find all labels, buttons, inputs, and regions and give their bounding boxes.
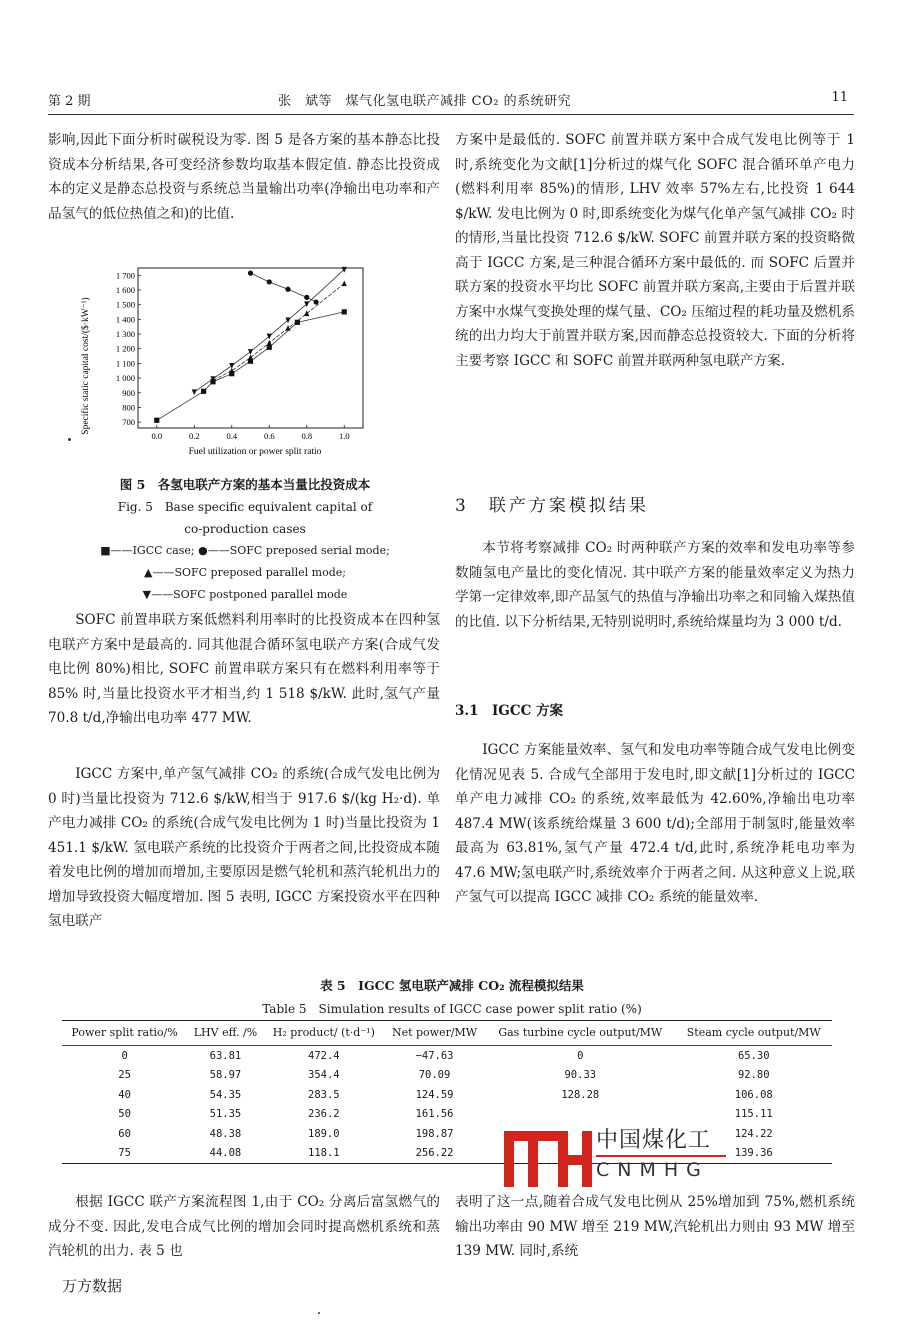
data-point-triangle-down [229,363,234,369]
figure-legend-1: ■——IGCC case; ●——SOFC preposed serial mode; [100,544,390,557]
table-cell: 60 [118,1127,131,1140]
right-column-para-3 [455,738,855,910]
figure-caption-en-1: Fig. 5 Base specific equivalent capital of [117,500,373,514]
page-number: 11 [831,90,848,105]
series-line [157,312,345,420]
body-paragraph: 表明了这一点,随着合成气发电比例从 25%增加到 75%,燃机系统输出功率由 90 MW 增至 219 MW,汽轮机出力则由 93 MW 增至 139 MW. 同时,系统 [455,1194,855,1259]
body-paragraph: 根据 IGCC 联产方案流程图 1,由于 CO₂ 分离后富氢燃气的成分不变. 因此,发电合成气比例的增加会同时提高燃机系统和蒸汽轮机的出力. 表 5 也 [48,1194,440,1259]
watermark-name-cn: 中国煤化工 [596,1128,712,1153]
source-brand: 万方数据 [62,1277,123,1295]
plot-frame [138,268,363,428]
table-row [62,1066,832,1086]
table-cell: 65.30 [737,1049,770,1062]
table-caption-cn: 表 5 IGCC 氢电联产减排 CO₂ 流程模拟结果 [320,978,584,993]
data-point-triangle-up [285,325,290,331]
table-cell: 63.81 [209,1049,242,1062]
table-cell: 472.4 [308,1049,340,1062]
table-caption [48,976,856,1017]
table-cell: 236.2 [308,1108,340,1121]
data-point-circle [314,299,319,304]
plot-area [116,267,363,441]
data-point-triangle-up [248,354,253,360]
table-cell: 124.59 [415,1088,454,1101]
table-cell: 44.08 [187,1144,263,1164]
table-cell: 54.35 [209,1088,242,1101]
y-tick-label: 1 200 [115,343,135,354]
x-tick-label: 1.0 [338,431,350,441]
y-tick-label: 1 400 [115,314,135,325]
table-cell: 118.1 [264,1144,384,1164]
x-tick-label: 0.4 [226,431,238,441]
subsection-heading: 3.1 IGCC 方案 [455,703,564,719]
table-cell: 25 [118,1069,131,1082]
body-paragraph: 方案中是最低的. SOFC 前置并联方案中合成气发电比例等于 1 时,系统变化为文献[1]分析过的煤气化 SOFC 混合循环单产电力(燃料利用率 85%)的情形, LHV 效率 57%左右,比投资 1 644 $/kW. 发电比例为 0 时,即系统变化为煤气化单产氢气减排 CO₂ 时的情形,当量比投资 712.6 $/kW. SOFC 前置并联方案的投资略微高于 IGCC 方案,是三种混合循环方案中最低的. 而 SOFC 后置并联方案的投资水平均比 SOFC 前置并联方案高,主要由于后置并联方案中水煤气变换处理的煤气量、CO₂ 压缩过程的耗功量及燃机系统的出力均大于前置并联方案,因而静态总投资较大. 下面的分析将主要考察 IGCC 和 SOFC 前置并联两种氢电联产方案. [455,132,855,369]
y-tick-label: 700 [122,417,135,428]
data-point-square [342,309,347,314]
x-tick-label: 0.8 [301,431,313,441]
data-point-circle [304,295,309,300]
y-tick-label: 1 600 [115,285,135,296]
table-header-cell: LHV eff. /% [187,1021,263,1046]
issue-number: 第 2 期 [48,94,91,109]
table-row [62,1105,832,1125]
y-tick-label: 800 [122,402,135,413]
data-point-triangle-up [304,310,309,316]
figure-caption-en-2: co-production cases [184,522,306,536]
data-point-circle [248,271,253,276]
table-header-cell: Power split ratio/% [62,1021,187,1046]
table-cell: 58.97 [209,1069,242,1082]
y-tick-label: 1 500 [115,299,135,310]
y-tick-label: 1 000 [115,373,135,384]
figure-5-chart [60,262,400,472]
body-paragraph: 影响,因此下面分析时碳税设为零. 图 5 是各方案的基本静态比投资成本分析结果,各可变经济参数均取基本假定值. 静态比投资成本的定义是静态总投资与系统总当量输出功率(净输出电功率和产品氢气的低位热值之和)的比值. [48,132,440,222]
table-cell [485,1105,675,1125]
figure-caption-cn: 图 5 各氢电联产方案的基本当量比投资成本 [119,477,371,492]
table-cell: 128.28 [561,1088,600,1101]
table-header-cell: Gas turbine cycle output/MW [485,1021,675,1046]
right-column-para-4 [455,1190,855,1264]
data-point-triangle-down [192,389,197,395]
data-point-triangle-up [267,340,272,346]
series-line [194,269,344,392]
data-point-circle [285,287,290,292]
table-header-cell: Net power/MW [384,1021,485,1046]
x-tick-label: 0.2 [188,431,200,441]
logo-bar [582,1131,592,1187]
figure-legend-2: ▲——SOFC preposed parallel mode; [143,566,346,579]
left-column-para-2 [48,608,440,731]
section-heading: 3 联产方案模拟结果 [455,496,649,516]
table-cell: 0 [121,1049,128,1062]
body-paragraph: 本节将考察减排 CO₂ 时两种联产方案的效率和发电功率等参数随氢电产量比的变化情况. 其中联产方案的能量效率定义为热力学第一定律效率,即产品氢气的热值与净输出功率之和同输入煤热值的比值. 以下分析结果,无特别说明时,系统给煤量均为 3 000 t/d. [455,540,855,630]
table-cell: 139.36 [676,1144,833,1164]
table-cell: 51.35 [209,1108,242,1121]
y-axis-label: Specific static capital cost/($·kW⁻¹) [81,297,91,435]
watermark-logo [504,1127,734,1187]
table-cell: 50 [118,1108,131,1121]
table-cell: 354.4 [308,1069,340,1082]
table-header-cell: Steam cycle output/MW [676,1021,833,1046]
table-cell: 106.08 [734,1088,773,1101]
table-cell: 48.38 [209,1127,242,1140]
stray-dot [68,438,71,441]
left-column-para-3 [48,762,440,934]
data-point-circle [267,279,272,284]
table-caption-en: Table 5 Simulation results of IGCC case power split ratio (%) [262,1002,642,1016]
table-cell: 256.22 [384,1144,485,1164]
body-paragraph: IGCC 方案能量效率、氢气和发电功率等随合成气发电比例变化情况见表 5. 合成气全部用于发电时,即文献[1]分析过的 IGCC 单产电力减排 CO₂ 的系统,效率最低为 42.60%,净输出电功率 487.4 MW(该系统给煤量 3 600 t/d);全部用于制氢时,能量效率最高为 63.81%,氢气产量 472.4 t/d,此时,系统净耗电功率为 47.6 MW;氢电联产时,系统效率介于两者之间. 从这种意义上说,联产氢气可以提高 IGCC 减排 CO₂ 系统的能量效率. [455,742,855,905]
table-cell: 40 [118,1088,131,1101]
table-header-cell: H₂ product/ (t·d⁻¹) [264,1021,384,1046]
data-point-square [154,418,159,423]
table-cell: 198.87 [415,1127,454,1140]
table-cell: 283.5 [308,1088,340,1101]
data-point-triangle-down [342,267,347,273]
running-header [48,88,848,110]
y-tick-label: 900 [122,387,135,398]
data-point-triangle-up [342,280,347,286]
table-cell: 70.09 [418,1069,451,1082]
left-column-para-1 [48,128,440,226]
mh-logo-icon [504,1127,592,1187]
table-row [62,1046,832,1066]
table-cell: 92.80 [737,1069,770,1082]
running-title: 张 斌等 煤气化氢电联产减排 CO₂ 的系统研究 [278,94,572,109]
right-column-para-2 [455,536,855,634]
figure-legend-3: ▼——SOFC postponed parallel mode [142,588,348,601]
table-cell: 189.0 [308,1127,340,1140]
table-cell: −47.63 [415,1049,454,1062]
body-paragraph: SOFC 前置串联方案低燃料利用率时的比投资成本在四种氢电联产方案中是最高的. 同其他混合循环氢电联产方案(合成气发电比例 80%)相比, SOFC 前置串联方案只有在燃料利用率等于 85% 时,当量比投资水平才相当,约 1 518 $/kW. 此时,氢气产量 70.8 t/d,净输出电功率 477 MW. [48,612,440,726]
table-cell: 0 [577,1049,584,1062]
table-cell: 161.56 [415,1108,454,1121]
header-rule [48,114,854,115]
watermark-name-en: CNMHG [596,1159,709,1181]
table-cell: 90.33 [564,1069,597,1082]
data-point-triangle-down [285,318,290,324]
table-header-row [62,1021,832,1046]
x-tick-label: 0.0 [151,431,163,441]
watermark-rule [596,1155,726,1157]
data-point-triangle-down [248,349,253,355]
y-tick-label: 1 700 [115,270,135,281]
table-cell: 115.11 [734,1108,773,1121]
y-tick-label: 1 300 [115,329,135,340]
data-point-triangle-down [267,334,272,340]
stray-dot [318,1312,320,1314]
x-axis-label: Fuel utilization or power split ratio [188,447,322,457]
x-tick-label: 0.6 [263,431,275,441]
figure-caption [60,474,430,606]
y-tick-label: 1 100 [115,358,135,369]
left-column-para-4 [48,1190,440,1264]
data-point-triangle-down [304,301,309,307]
right-column-para-1 [455,128,855,373]
body-paragraph: IGCC 方案中,单产氢气减排 CO₂ 的系统(合成气发电比例为 0 时)当量比投资为 712.6 $/kW,相当于 917.6 $/(kg H₂·d). 单产电力减排 CO₂ 的系统(合成气发电比例为 1 时)当量比投资为 1 451.1 $/kW. 氢电联产系统的比投资介于两者之间,比投资成本随着发电比例的增加而增加,主要原因是燃气轮机和蒸汽轮机出力的增加导致投资大幅度增加. 图 5 表明, IGCC 方案投资水平在四种氢电联产 [48,766,440,929]
data-point-square [201,389,206,394]
table-row [62,1085,832,1105]
table-cell: 75 [62,1144,187,1164]
table-cell: 124.22 [734,1127,773,1140]
